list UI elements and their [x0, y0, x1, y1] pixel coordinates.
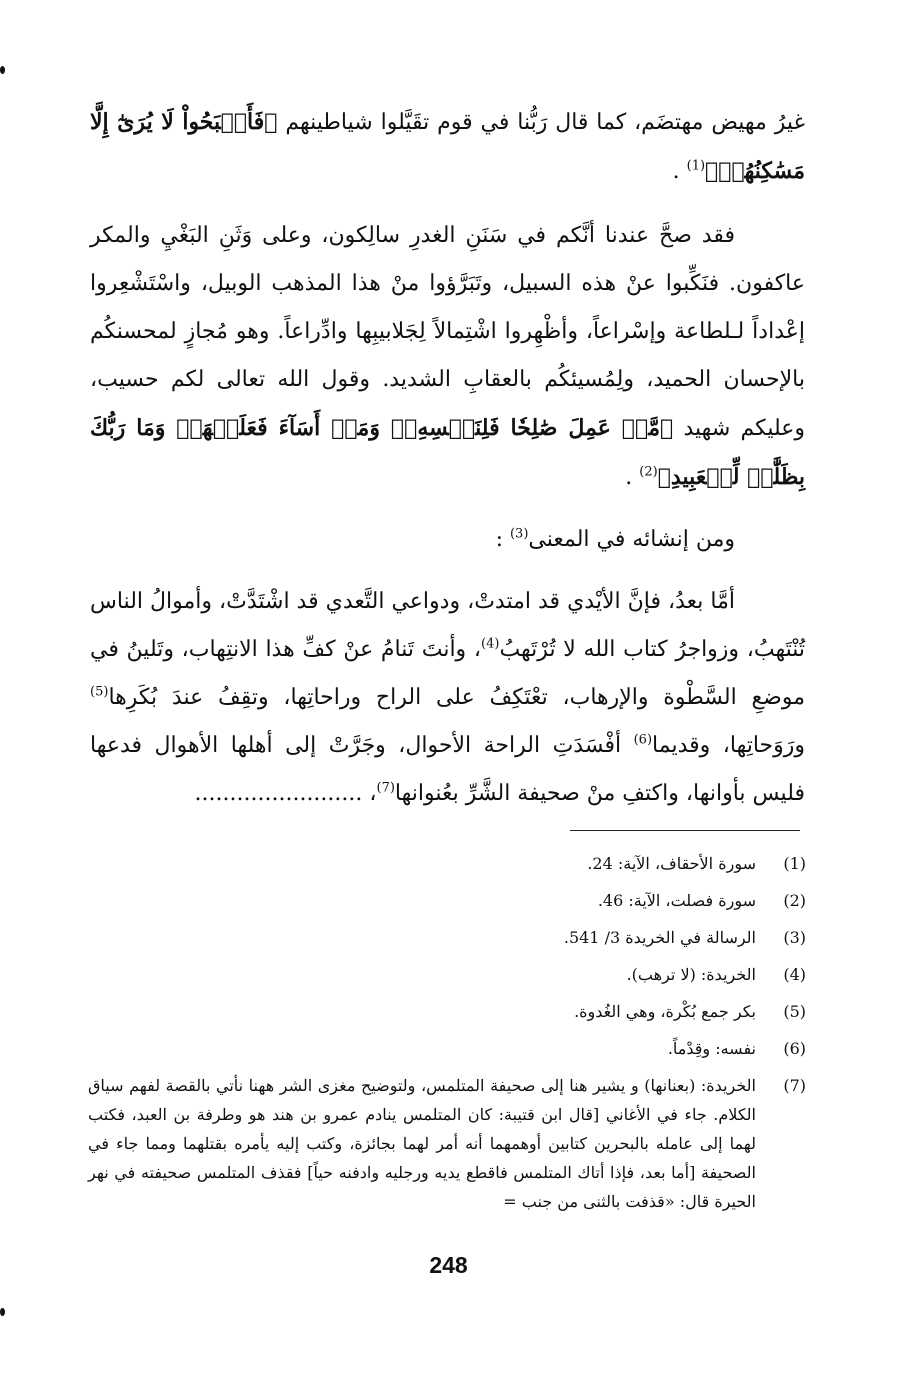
footnote-text: نفسه: وقِدْماً. — [667, 1039, 756, 1058]
footnote-ref: (5) — [90, 684, 109, 700]
quran-quote: ﴿مَّنۡ عَمِلَ صَٰلِحٗا فَلِنَفۡسِهِۦۖ وَمَنۡ أَسَآءَ فَعَلَيۡهَاۗ وَمَا رَبُّكَ بِظَلَّٰمٖ لِّلۡعَبِيدِ﴾ — [90, 415, 805, 490]
text-run: غيرُ مهيض مهتضَم، كما قال رَبُّنا في قوم تقَيَّلوا شياطينهم — [277, 110, 806, 135]
footnote-ref: (6) — [633, 732, 653, 748]
scan-mark — [0, 1308, 5, 1316]
footnote-text: بكر جمع بُكْرة، وهي الغُدوة. — [574, 1002, 756, 1021]
text-run: ومن إنشائه في المعنى — [528, 527, 735, 552]
footnote-ref: (7) — [376, 780, 395, 796]
footnote-ref: (2) — [639, 464, 658, 480]
footnote — [88, 1067, 806, 1216]
ellipsis-dots: ........................ — [194, 781, 363, 806]
footnote-text: الرسالة في الخريدة 3/ 541. — [563, 928, 756, 947]
footnote-ref: (4) — [481, 636, 500, 652]
text-run: ، — [362, 781, 377, 806]
footnote-number: (3) — [783, 928, 806, 947]
footnote-ref: (1) — [686, 158, 706, 174]
footnote-ref: (3) — [509, 526, 529, 542]
text-run: . — [672, 159, 687, 184]
footnote-number: (1) — [783, 854, 806, 873]
footnote — [88, 919, 806, 956]
footnote — [88, 956, 806, 993]
paragraph — [90, 98, 805, 196]
footnote — [88, 845, 806, 882]
text-run: : — [495, 527, 510, 552]
footnote-number: (7) — [783, 1076, 806, 1095]
footnotes — [88, 845, 806, 1216]
footnote-text: الخريدة: (بعنانها) و يشير هنا إلى صحيفة المتلمس، ولتوضيح مغزى الشر ههنا نأتي بالقصة لفهم سياق الكلام. جاء في الأغاني [قال ابن قتيبة: كان المتلمس ينادم عمرو بن هند هو وطرفة بن العبد، فكتب لهما إلى عامله بالبحرين كتابين أوهمهما أنه أمر لهما بجائزة، وكتب إليه يأمره بقتلهما ومما جاء في الصحيفة [أما بعد، فإذا أتاك المتلمس فاقطع يديه ورجليه وادفنه حياً] فقذف المتلمس صحيفته في نهر الحيرة قال: «قذفت بالثنى من جنب = — [88, 1076, 757, 1211]
text-run: ، وأنتَ تَنامُ عنْ كفِّ هذا الانتِهاب، وتَلينُ في موضعِ السَّطْوة والإرهاب، تعْتَكِفُ على الراح وراحاتِها، وتقِفُ عندَ بُكَرِها — [90, 637, 805, 710]
paragraph — [90, 516, 805, 564]
footnote-text: سورة فصلت، الآية: 46. — [597, 891, 756, 910]
text-run: أمَّا بعدُ، فإنَّ الأيْدي قد امتدتْ، ودواعي التَّعدي قد اشْتَدَّتْ، وأموالُ الناس تُنْتَهبُ، وزواجرُ كتاب الله لا تُرْتَهبُ — [90, 589, 806, 662]
footnote-number: (2) — [783, 891, 806, 910]
text-run: أفْسَدَتِ الراحة الأحوال، وجَرَّتْ إلى أهلها الأهوال فدعها فليس بأوانها، واكتفِ منْ صحيفة الشَّرِّ بعُنوانها — [90, 733, 805, 806]
page-number: 248 — [429, 1252, 468, 1278]
scan-mark — [0, 66, 5, 74]
footnote-number: (5) — [783, 1002, 806, 1021]
paragraph — [90, 212, 805, 502]
footnote-divider — [570, 830, 800, 831]
footnote-number: (4) — [783, 965, 806, 984]
footnote-text: الخريدة: (لا ترهب). — [626, 965, 756, 984]
footnote — [88, 993, 806, 1030]
quran-quote: ﴿فَأَصۡبَحُواْ لَا يُرَىٰٓ إِلَّا مَسَٰكِنُهُمۡ﴾ — [90, 109, 805, 184]
text-run: فقد صحَّ عندنا أنَّكم في سَنَنِ الغدرِ سالِكون، وعلى وَثَنِ البَغْيِ والمكر عاكفون. فنَكِّبوا عنْ هذه السبيل، وتَبَرَّؤوا منْ هذا المذهب الوبيل، واسْتَشْعِروا إعْداداً لـلطاعة وإسْراعاً، وأظْهِروا اشْتِمالاً لِجَلابيبِها وادِّراعاً. وهو مُجازٍ لمحسنكُم بالإحسان الحميد، ولِمُسيئكُم بالعقابِ الشديد. وقول الله تعالى لكم حسيب، وعليكم شهيد — [90, 223, 805, 441]
footnote — [88, 1030, 806, 1067]
footnote-number: (6) — [783, 1039, 806, 1058]
paragraph — [90, 578, 805, 818]
main-text — [90, 98, 805, 818]
text-run: ورَوَحاتِها، وقديما — [652, 733, 806, 758]
footnote-text: سورة الأحقاف، الآية: 24. — [587, 854, 756, 873]
footnote — [88, 882, 806, 919]
text-run: . — [625, 465, 640, 490]
